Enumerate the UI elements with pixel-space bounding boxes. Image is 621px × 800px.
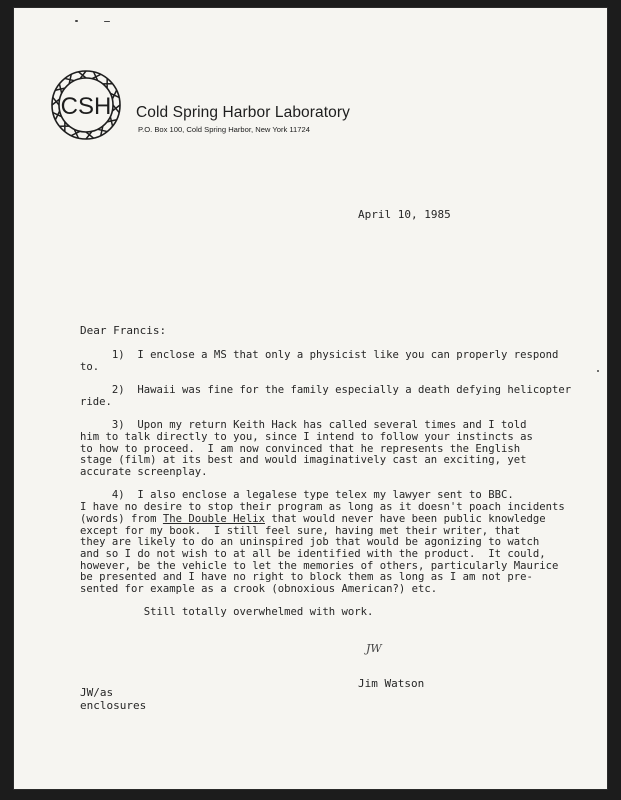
paragraph-2 bbox=[80, 385, 571, 408]
paragraph-line: (words) from bbox=[80, 512, 163, 525]
paragraph-line: to how to proceed. I am now convinced that he represents the English bbox=[80, 442, 521, 455]
paragraph-line: that would never have been public knowledge bbox=[264, 512, 546, 525]
paragraph-line: 4) I also enclose a legalese type telex my lawyer sent to BBC. bbox=[80, 489, 514, 502]
paragraph-line: 2) Hawaii was fine for the family especially a death defying helicopter bbox=[80, 384, 572, 397]
handwritten-initials: JW bbox=[366, 642, 382, 655]
paragraph-line: stage (film) at its best and would imaginatively cast an exciting, yet bbox=[80, 454, 527, 467]
salutation: Dear Francis: bbox=[80, 324, 167, 337]
organization-address: P.O. Box 100, Cold Spring Harbor, New York 11724 bbox=[138, 125, 310, 134]
csh-logo-icon bbox=[44, 63, 128, 147]
paper-speck bbox=[75, 20, 78, 22]
paragraph-line: sented for example as a crook (obnoxious American?) etc. bbox=[80, 583, 438, 596]
paragraph-1 bbox=[80, 350, 571, 373]
helix-strand bbox=[59, 122, 69, 132]
paper-speck bbox=[597, 370, 599, 372]
book-title: The Double Helix bbox=[162, 512, 265, 525]
logo-text: CSH bbox=[60, 93, 112, 120]
paper-speck bbox=[104, 21, 110, 22]
paragraph-line: accurate screenplay. bbox=[80, 466, 208, 478]
letter-body bbox=[80, 350, 571, 631]
paragraph-line: however, be the vehicle to let the memories of others, particularly Maurice bbox=[80, 559, 559, 572]
paragraph-line: they are likely to do an uninspired job that would be agonizing to watch bbox=[80, 536, 540, 549]
paragraph-line: except for my book. I still feel sure, having met their writer, that bbox=[80, 524, 521, 537]
letter-page bbox=[14, 8, 607, 789]
closing-line: Still totally overwhelmed with work. bbox=[80, 606, 374, 619]
paragraph-line: him to talk directly to you, since I intend to follow your instincts as bbox=[80, 430, 533, 443]
signer-name: Jim Watson bbox=[358, 677, 425, 690]
paragraph-line: 1) I enclose a MS that only a physicist like you can properly respond bbox=[80, 349, 559, 361]
paragraph-line: and so I do not wish to at all be identified with the product. It could, bbox=[80, 547, 546, 560]
paragraph-line: ride. bbox=[80, 395, 112, 408]
paragraph-line: I have no desire to stop their program as long as it doesn't poach incidents bbox=[80, 501, 565, 514]
paragraph-4 bbox=[80, 490, 571, 595]
organization-name: Cold Spring Harbor Laboratory bbox=[136, 104, 350, 121]
paragraph-3 bbox=[80, 420, 571, 479]
letter-date: April 10, 1985 bbox=[358, 208, 451, 221]
paragraph-line: 3) Upon my return Keith Hack has called several times and I told bbox=[80, 419, 527, 432]
paragraph-line: to. bbox=[80, 360, 100, 373]
helix-strand bbox=[103, 78, 113, 88]
enclosures-note: enclosures bbox=[80, 699, 147, 712]
typist-initials: JW/as bbox=[80, 686, 114, 699]
paragraph-line: be presented and I have no right to block them as long as I am not pre- bbox=[80, 571, 533, 584]
